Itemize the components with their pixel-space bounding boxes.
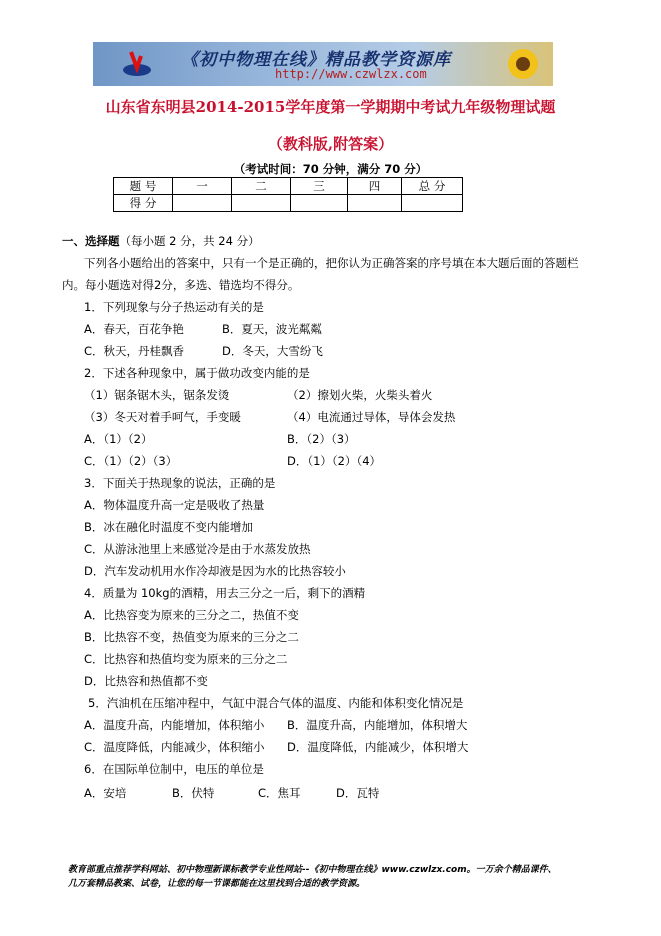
option-b: B．比热容不变，热值变为原来的三分之二 xyxy=(84,630,299,644)
score-table-cell: 三 xyxy=(291,178,348,195)
section-note: （每小题 2 分，共 24 分） xyxy=(119,234,260,248)
option-a: A．比热容变为原来的三分之二，热值不变 xyxy=(84,608,299,622)
option-c: C．比热容和热值均变为原来的三分之二 xyxy=(84,652,288,666)
score-table-cell xyxy=(173,195,232,212)
score-table-cell: 得 分 xyxy=(114,195,173,212)
exam-time: （考试时间：70 分钟，满分 70 分） xyxy=(233,162,428,176)
question-stem: 4．质量为 10kg的酒精，用去三分之一后，剩下的酒精 xyxy=(84,586,366,600)
footer-line: 几万套精品教案、试卷，让您的每一节课都能在这里找到合适的教学资源。 xyxy=(68,879,366,889)
score-table-cell xyxy=(232,195,291,212)
option-c: C．温度降低，内能减少，体积缩小 xyxy=(84,740,265,754)
site-logo-icon xyxy=(121,48,153,80)
option-b: B．（2）（3） xyxy=(287,432,356,446)
option-b: B．温度升高，内能增加，体积增大 xyxy=(287,718,468,732)
question-stem: 6．在国际单位制中，电压的单位是 xyxy=(84,762,264,776)
score-table xyxy=(113,177,463,212)
score-table-cell xyxy=(348,195,402,212)
score-table-cell xyxy=(402,195,463,212)
section-heading xyxy=(62,234,260,248)
section-intro: 内。每小题选对得2分，多选、错选均不得分。 xyxy=(62,278,300,292)
score-table-cell xyxy=(291,195,348,212)
question-stem: 5．汽油机在压缩冲程中，气缸中混合气体的温度、内能和体积变化情况是 xyxy=(88,696,464,710)
score-table-score-row xyxy=(114,195,463,212)
statement-item: （1）锯条锯木头，锯条发烫 xyxy=(84,388,230,402)
score-table-cell: 总 分 xyxy=(402,178,463,195)
option-a: A．春天，百花争艳 xyxy=(84,322,184,336)
score-table-header-row xyxy=(114,178,463,195)
option-d: D．冬天，大雪纷飞 xyxy=(222,344,323,358)
option-a: A．（1）（2） xyxy=(84,432,153,446)
banner-title: 《初中物理在线》精品教学资源库 xyxy=(181,50,451,70)
option-a: A．物体温度升高一定是吸收了热量 xyxy=(84,498,265,512)
footer-line: 教育部重点推荐学科网站、初中物理新课标教学专业性网站--《初中物理在线》www.czwlzx.com。一万余个精品课件、 xyxy=(68,865,557,875)
option-d: D．汽车发动机用水作冷却液是因为水的比热容较小 xyxy=(84,564,346,578)
statement-item: （2）擦划火柴，火柴头着火 xyxy=(287,388,433,402)
score-table-cell: 四 xyxy=(348,178,402,195)
document-title: 山东省东明县2014-2015学年度第一学期期中考试九年级物理试题 xyxy=(105,98,556,116)
banner-url[interactable]: http://www.czwlzx.com xyxy=(275,67,427,81)
section-intro: 下列各小题给出的答案中，只有一个是正确的，把你认为正确答案的序号填在本大题后面的答题栏 xyxy=(84,256,579,270)
option-b: B．伏特 xyxy=(172,786,215,800)
option-c: C．焦耳 xyxy=(258,786,301,800)
section-title: 一、选择题 xyxy=(62,234,120,248)
option-d: D．温度降低，内能减少，体积增大 xyxy=(287,740,469,754)
header-banner xyxy=(93,42,553,86)
option-d: D．（1）（2）（4） xyxy=(287,454,382,468)
statement-item: （4）电流通过导体，导体会发热 xyxy=(287,410,456,424)
score-table-cell: 题 号 xyxy=(114,178,173,195)
option-b: B．冰在融化时温度不变内能增加 xyxy=(84,520,253,534)
score-table-cell: 二 xyxy=(232,178,291,195)
option-d: D．比热容和热值都不变 xyxy=(84,674,208,688)
option-b: B．夏天，波光粼粼 xyxy=(222,322,322,336)
option-c: C．从游泳池里上来感觉冷是由于水蒸发放热 xyxy=(84,542,311,556)
option-c: C．秋天，丹桂飘香 xyxy=(84,344,185,358)
question-stem: 2．下述各种现象中，属于做功改变内能的是 xyxy=(84,366,310,380)
option-a: A．安培 xyxy=(84,786,127,800)
score-table-cell: 一 xyxy=(173,178,232,195)
option-c: C．（1）（2）（3） xyxy=(84,454,178,468)
statement-item: （3）冬天对着手呵气，手变暖 xyxy=(84,410,241,424)
document-subtitle: （教科版,附答案） xyxy=(267,135,394,153)
question-stem: 3．下面关于热现象的说法，正确的是 xyxy=(84,476,276,490)
sunflower-icon xyxy=(499,44,547,84)
option-a: A．温度升高，内能增加，体积缩小 xyxy=(84,718,265,732)
option-d: D．瓦特 xyxy=(336,786,380,800)
question-stem: 1．下列现象与分子热运动有关的是 xyxy=(84,300,264,314)
page-footer xyxy=(68,863,557,891)
